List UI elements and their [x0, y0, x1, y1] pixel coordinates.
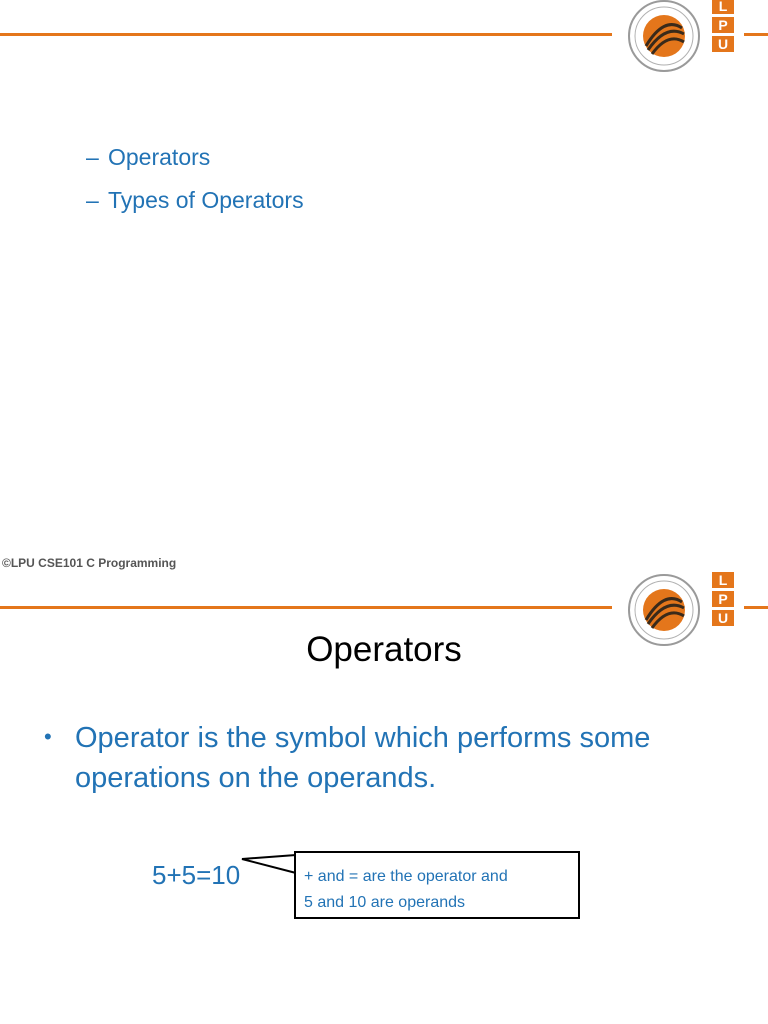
- sub-bullet-text: Operators: [108, 144, 211, 170]
- slide-title: Operators: [306, 630, 462, 669]
- header-rule-left: [0, 33, 612, 36]
- equation-example: 5+5=10: [152, 860, 241, 890]
- callout-pointer-icon: [240, 851, 298, 881]
- bullet-marker: •: [44, 724, 52, 749]
- logo-letters: [712, 572, 734, 629]
- logo-letter-u: U: [712, 610, 734, 626]
- lpu-logo: [624, 0, 764, 74]
- logo-letter-u: U: [712, 36, 734, 52]
- logo-letter-l: L: [712, 0, 734, 14]
- slide-2: [0, 570, 768, 1024]
- sub-bullet-types-of-operators: [86, 187, 304, 214]
- callout-line-2: 5 and 10 are operands: [304, 894, 466, 911]
- bullet-text: [75, 718, 735, 798]
- logo-letter-p: P: [712, 17, 734, 33]
- university-seal-icon: [624, 0, 704, 74]
- bullet-line-1: Operator is the symbol which performs some: [75, 722, 651, 754]
- callout-line-1: + and = are the operator and: [304, 868, 508, 885]
- bullet-line-2: operations on the operands.: [75, 762, 437, 794]
- logo-letters: [712, 0, 734, 55]
- dash-marker: –: [86, 187, 99, 213]
- logo-letter-l: L: [712, 572, 734, 588]
- logo-letter-p: P: [712, 591, 734, 607]
- slide-footer: ©LPU CSE101 C Programming: [2, 556, 177, 570]
- callout-box: [294, 851, 580, 919]
- header-rule-left: [0, 606, 612, 609]
- dash-marker: –: [86, 144, 99, 170]
- sub-bullet-text: Types of Operators: [108, 187, 304, 213]
- sub-bullet-operators: [86, 144, 210, 171]
